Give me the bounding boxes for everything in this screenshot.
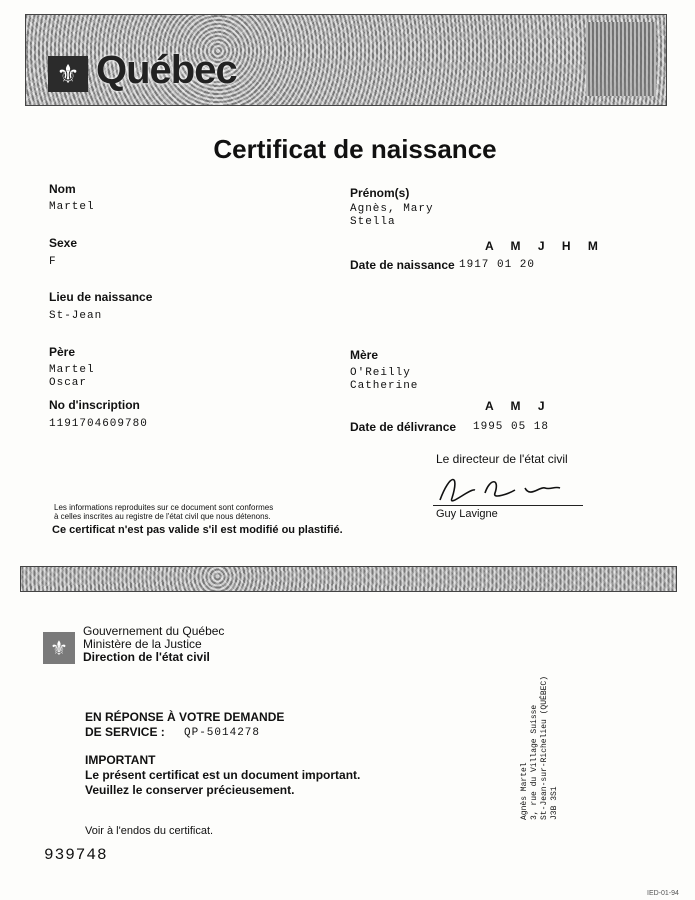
director-name: Guy Lavigne bbox=[436, 508, 498, 520]
mere-label: Mère bbox=[350, 348, 379, 362]
amjhm-header: A M J H M bbox=[485, 239, 598, 253]
gov-line-1: Gouvernement du Québec bbox=[83, 624, 225, 638]
hologram-seal bbox=[586, 22, 656, 96]
director-title: Le directeur de l'état civil bbox=[436, 452, 568, 466]
date-naissance-value: 1917 01 20 bbox=[459, 259, 536, 271]
prenoms-label: Prénom(s) bbox=[350, 186, 410, 200]
nom-label: Nom bbox=[49, 182, 76, 196]
conformity-line-1: Les informations reproduites sur ce document sont conformes bbox=[54, 503, 274, 512]
date-delivrance-value: 1995 05 18 bbox=[473, 421, 550, 433]
mailing-address bbox=[520, 676, 560, 820]
address-line-3: St-Jean-sur-Richelieu (QUÉBEC) bbox=[540, 675, 549, 820]
pere-label: Père bbox=[49, 345, 76, 359]
amj-header: A M J bbox=[485, 399, 545, 413]
response-line-1: EN RÉPONSE À VOTRE DEMANDE bbox=[85, 710, 285, 724]
not-valid-notice: Ce certificat n'est pas valide s'il est modifié ou plastifié. bbox=[52, 524, 343, 536]
lieu-label: Lieu de naissance bbox=[49, 290, 153, 304]
form-code: IED-01-94 bbox=[647, 890, 679, 897]
see-back-note: Voir à l'endos du certificat. bbox=[85, 825, 214, 837]
fleur-de-lis-icon: ⚜ bbox=[48, 56, 88, 92]
quebec-logo-text: Québec bbox=[96, 48, 237, 92]
serial-number: 939748 bbox=[44, 846, 108, 864]
gov-line-2: Ministère de la Justice bbox=[83, 637, 202, 651]
date-naissance-label: Date de naissance bbox=[350, 258, 455, 272]
prenoms-value: Agnès, Mary Stella bbox=[350, 203, 434, 228]
response-line-2: DE SERVICE : bbox=[85, 725, 165, 739]
mere-value: O'Reilly Catherine bbox=[350, 367, 419, 392]
sexe-label: Sexe bbox=[49, 236, 78, 250]
page-title: Certificat de naissance bbox=[213, 134, 497, 164]
address-line-4: J3B 3S1 bbox=[550, 786, 559, 820]
important-line-1: Le présent certificat est un document important. bbox=[85, 768, 361, 782]
service-number: QP-5014278 bbox=[184, 727, 261, 739]
gov-line-3: Direction de l'état civil bbox=[83, 650, 210, 664]
inscription-label: No d'inscription bbox=[49, 398, 140, 412]
signature-line bbox=[433, 505, 583, 506]
middle-security-band bbox=[20, 566, 677, 592]
address-line-1: Agnès Martel bbox=[520, 762, 529, 820]
fleur-de-lis-icon: ⚜ bbox=[43, 632, 75, 664]
inscription-value: 1191704609780 bbox=[49, 418, 148, 430]
sexe-value: F bbox=[49, 256, 57, 268]
conformity-line-2: à celles inscrites au registre de l'état civil que nous détenons. bbox=[54, 512, 271, 521]
lieu-value: St-Jean bbox=[49, 310, 103, 322]
address-line-2: 3, rue du Village Suisse bbox=[530, 704, 539, 820]
pere-value: Martel Oscar bbox=[49, 364, 95, 389]
signature-mark bbox=[430, 468, 570, 508]
important-line-2: Veuillez le conserver précieusement. bbox=[85, 783, 295, 797]
important-label: IMPORTANT bbox=[85, 753, 156, 767]
date-delivrance-label: Date de délivrance bbox=[350, 420, 457, 434]
nom-value: Martel bbox=[49, 201, 95, 213]
